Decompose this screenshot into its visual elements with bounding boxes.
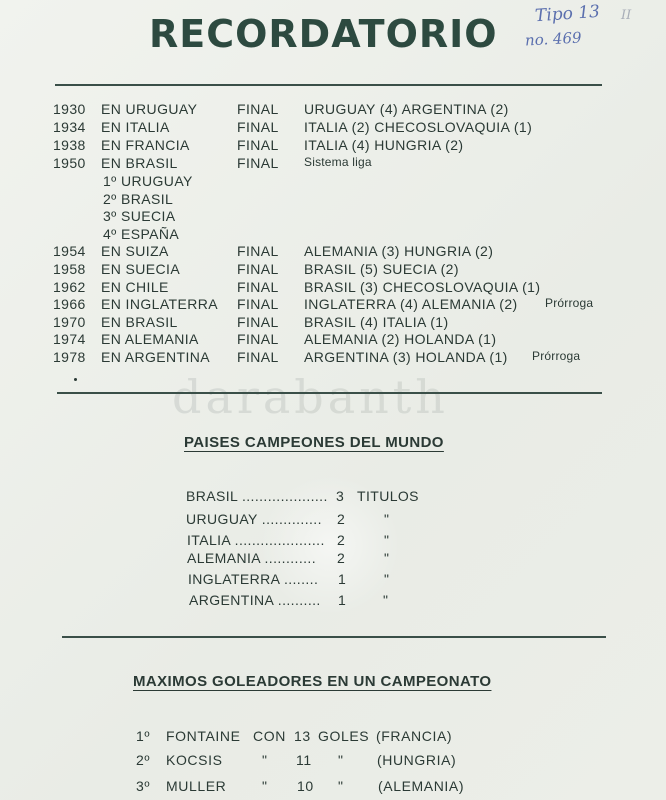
champion-row xyxy=(186,511,446,529)
champion-name: ALEMANIA ............ xyxy=(187,550,316,566)
final-row xyxy=(0,155,666,173)
watermark: darabanth xyxy=(172,370,449,424)
final-stage: FINAL xyxy=(237,155,279,171)
scorer-country: (FRANCIA) xyxy=(376,728,453,744)
final-result: ALEMANIA (3) HUNGRIA (2) xyxy=(304,243,494,259)
scorer-rank: 2º xyxy=(136,752,151,768)
champion-titles: 3 xyxy=(336,488,345,504)
liga-position: 3º SUECIA xyxy=(103,208,176,224)
bottom-divider xyxy=(62,636,606,638)
scorer-row xyxy=(0,778,666,796)
final-year: 1958 xyxy=(53,261,86,277)
champion-name: BRASIL .................... xyxy=(186,488,328,504)
final-year: 1978 xyxy=(53,349,86,365)
middle-divider xyxy=(57,392,602,394)
final-result: BRASIL (4) ITALIA (1) xyxy=(304,314,449,330)
final-stage: FINAL xyxy=(237,296,279,312)
handwritten-note-mark: II xyxy=(621,8,632,23)
champion-titles-label: " xyxy=(384,511,390,527)
champion-titles-label: TITULOS xyxy=(357,488,419,504)
champion-name: URUGUAY .............. xyxy=(186,511,322,527)
champion-titles: 1 xyxy=(338,571,347,587)
scorer-row xyxy=(0,752,666,770)
final-year: 1934 xyxy=(53,119,86,135)
final-stage: FINAL xyxy=(237,101,279,117)
final-year: 1950 xyxy=(53,155,86,171)
final-year: 1962 xyxy=(53,279,86,295)
final-stage: FINAL xyxy=(237,314,279,330)
final-row xyxy=(0,119,666,137)
scorer-row xyxy=(0,728,666,746)
final-host: EN BRASIL xyxy=(101,314,178,330)
final-result: INGLATERRA (4) ALEMANIA (2) xyxy=(304,296,518,312)
final-note: Prórroga xyxy=(532,349,581,363)
champion-titles: 1 xyxy=(338,592,347,608)
liga-row xyxy=(0,208,666,226)
final-stage: FINAL xyxy=(237,119,279,135)
final-host: EN SUIZA xyxy=(101,243,169,259)
final-result: ARGENTINA (3) HOLANDA (1) xyxy=(304,349,508,365)
champion-titles-label: " xyxy=(384,532,390,548)
liga-position: 2º BRASIL xyxy=(103,191,174,207)
scorer-goals: 13 xyxy=(294,728,311,744)
final-row xyxy=(0,331,666,349)
final-year: 1970 xyxy=(53,314,86,330)
final-result: BRASIL (3) CHECOSLOVAQUIA (1) xyxy=(304,279,541,295)
final-host: EN ALEMANIA xyxy=(101,331,199,347)
final-stage: FINAL xyxy=(237,349,279,365)
final-host: EN BRASIL xyxy=(101,155,178,171)
final-row xyxy=(0,279,666,297)
scorer-con: " xyxy=(262,778,268,794)
final-year: 1966 xyxy=(53,296,86,312)
final-host: EN FRANCIA xyxy=(101,137,190,153)
final-result: ITALIA (2) CHECOSLOVAQUIA (1) xyxy=(304,119,533,135)
final-stage: FINAL xyxy=(237,137,279,153)
final-row xyxy=(0,314,666,332)
liga-position: 1º URUGUAY xyxy=(103,173,193,189)
final-result: ITALIA (4) HUNGRIA (2) xyxy=(304,137,464,153)
scorer-name: MULLER xyxy=(166,778,227,794)
final-host: EN INGLATERRA xyxy=(101,296,218,312)
final-year: 1930 xyxy=(53,101,86,117)
scorer-goals-word: GOLES xyxy=(318,728,370,744)
champion-name: ITALIA ..................... xyxy=(187,532,325,548)
final-host: EN URUGUAY xyxy=(101,101,198,117)
champion-row xyxy=(188,571,448,589)
champions-heading: PAISES CAMPEONES DEL MUNDO xyxy=(184,434,444,451)
final-year: 1938 xyxy=(53,137,86,153)
champion-row xyxy=(187,532,447,550)
final-row xyxy=(0,243,666,261)
scorer-con: CON xyxy=(253,728,286,744)
final-result: ALEMANIA (2) HOLANDA (1) xyxy=(304,331,497,347)
handwritten-note-number: no. 469 xyxy=(524,28,583,50)
scorer-country: (ALEMANIA) xyxy=(378,778,465,794)
final-host: EN ARGENTINA xyxy=(101,349,211,365)
champion-titles: 2 xyxy=(337,511,346,527)
final-host: EN SUECIA xyxy=(101,261,181,277)
champion-name: INGLATERRA ........ xyxy=(188,571,319,587)
handwritten-note-type: Tipo 13 xyxy=(534,1,601,27)
top-divider xyxy=(55,84,602,86)
final-stage: FINAL xyxy=(237,331,279,347)
page-title: RECORDATORIO xyxy=(149,12,498,56)
champion-titles-label: " xyxy=(384,571,390,587)
scorer-goals-word: " xyxy=(338,778,344,794)
scorer-name: FONTAINE xyxy=(166,728,241,744)
final-result: URUGUAY (4) ARGENTINA (2) xyxy=(304,101,509,117)
champion-titles-label: " xyxy=(384,550,390,566)
liga-row xyxy=(0,173,666,191)
final-host: EN ITALIA xyxy=(101,119,170,135)
champion-row xyxy=(186,488,446,506)
liga-position: 4º ESPAÑA xyxy=(103,226,180,242)
final-stage: FINAL xyxy=(237,261,279,277)
scorers-heading: MAXIMOS GOLEADORES EN UN CAMPEONATO xyxy=(133,673,492,690)
scorer-goals-word: " xyxy=(338,752,344,768)
final-row xyxy=(0,261,666,279)
final-note: Sistema liga xyxy=(304,155,372,169)
final-row xyxy=(0,137,666,155)
liga-row xyxy=(0,226,666,244)
final-host: EN CHILE xyxy=(101,279,169,295)
scorer-country: (HUNGRIA) xyxy=(377,752,457,768)
champion-titles: 2 xyxy=(337,532,346,548)
final-note: Prórroga xyxy=(545,296,594,310)
scorer-rank: 3º xyxy=(136,778,151,794)
scorer-con: " xyxy=(262,752,268,768)
champion-titles: 2 xyxy=(337,550,346,566)
final-stage: FINAL xyxy=(237,279,279,295)
final-year: 1954 xyxy=(53,243,86,259)
liga-row xyxy=(0,191,666,209)
champion-name: ARGENTINA .......... xyxy=(189,592,321,608)
scorer-rank: 1º xyxy=(136,728,151,744)
final-row xyxy=(0,296,666,314)
champion-row xyxy=(189,592,449,610)
final-row xyxy=(0,101,666,119)
champion-row xyxy=(187,550,447,568)
ink-dot xyxy=(74,378,77,381)
scorer-goals: 11 xyxy=(296,752,312,768)
final-stage: FINAL xyxy=(237,243,279,259)
scorer-goals: 10 xyxy=(297,778,314,794)
champion-titles-label: " xyxy=(383,592,389,608)
final-result: BRASIL (5) SUECIA (2) xyxy=(304,261,459,277)
final-row xyxy=(0,349,666,367)
final-year: 1974 xyxy=(53,331,86,347)
scorer-name: KOCSIS xyxy=(166,752,223,768)
